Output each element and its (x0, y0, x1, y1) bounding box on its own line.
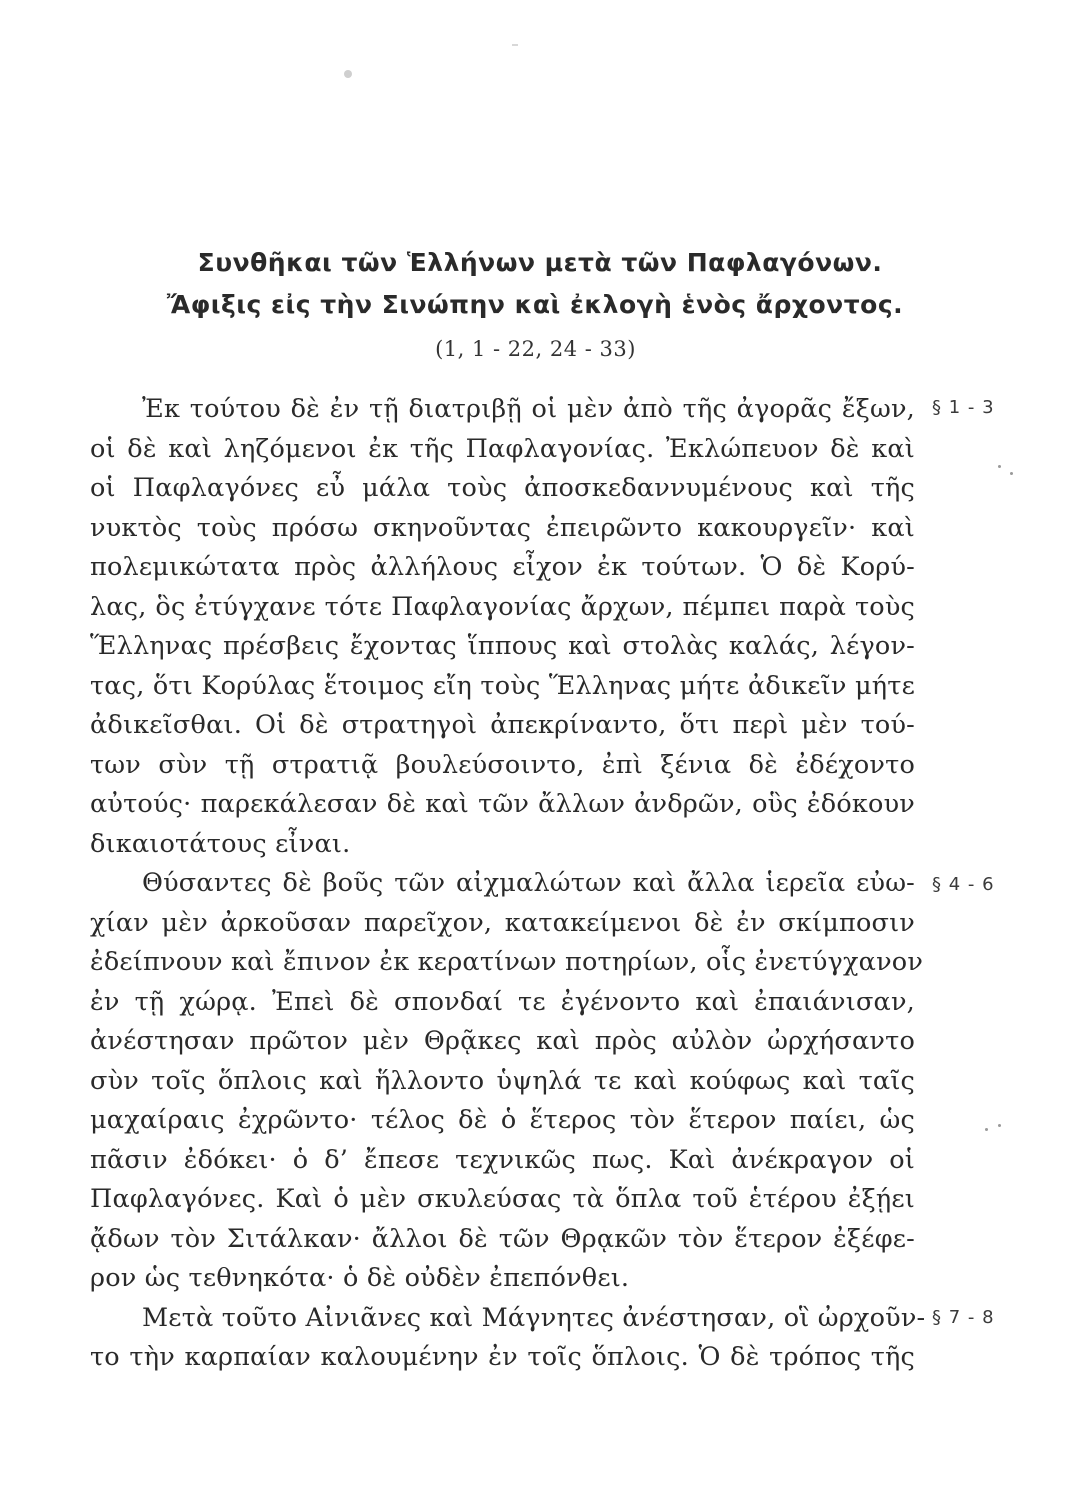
ink-speck (344, 70, 352, 78)
text-line: Παφλαγόνες. Καὶ ὁ μὲν σκυλεύσας τὰ ὅπλα τοῦ ἑτέρου ἐξῄει (90, 1184, 915, 1214)
text-line: πᾶσιν ἐδόκει· ὁ δ’ ἔπεσε τεχνικῶς πως. Καὶ ἀνέκραγον οἱ (90, 1144, 915, 1175)
text-line: ἀνέστησαν πρῶτον μὲν Θρᾷκες καὶ πρὸς αὐλὸν ὠρχήσαντο (90, 1026, 915, 1056)
text-line: ᾄδων τὸν Σιτάλκαν· ἄλλοι δὲ τῶν Θρᾳκῶν τὸν ἕτερον ἐξέφε- (90, 1223, 915, 1254)
chapter-title: Συνθῆκαι τῶν Ἑλλήνων μετὰ τῶν Παφλαγόνων. (197, 248, 883, 277)
text-line: Ἐκ τούτου δὲ ἐν τῇ διατριβῇ οἱ μὲν ἀπὸ τῆς ἀγορᾶς ἔξων, (142, 394, 915, 424)
margin-speck (985, 1128, 988, 1131)
text-line: λας, ὃς ἐτύγχανε τότε Παφλαγονίας ἄρχων, πέμπει παρὰ τοὺς (90, 591, 915, 622)
text-line: αὐτούς· παρεκάλεσαν δὲ καὶ τῶν ἄλλων ἀνδρῶν, οὓς ἐδόκουν (90, 789, 915, 819)
text-line: Θύσαντες δὲ βοῦς τῶν αἰχμαλώτων καὶ ἄλλα ἱερεῖα εὐω- (142, 868, 915, 898)
text-line: χίαν μὲν ἀρκοῦσαν παρεῖχον, κατακείμενοι δὲ ἐν σκίμποσιν (90, 907, 915, 938)
chapter-subtitle: Ἄφιξις εἰς τὴν Σινώπην καὶ ἐκλογὴ ἑνὸς ἄρχοντος. (166, 290, 904, 319)
margin-speck (998, 1124, 1001, 1127)
section-marker: § 1 - 3 (932, 397, 995, 418)
text-line: ἐδείπνουν καὶ ἔπινον ἐκ κερατίνων ποτηρίων, οἷς ἐνετύγχανον (90, 947, 924, 977)
text-line: οἱ δὲ καὶ ληζόμενοι ἐκ τῆς Παφλαγονίας. Ἐκλώπευον δὲ καὶ (90, 433, 915, 464)
margin-speck (998, 465, 1001, 468)
text-line: νυκτὸς τοὺς πρόσω σκηνοῦντας ἐπειρῶντο κακουργεῖν· καὶ (90, 512, 915, 543)
main-text (90, 390, 926, 1378)
text-line: πολεμικώτατα πρὸς ἀλλήλους εἶχον ἐκ τούτων. Ὁ δὲ Κορύ- (90, 552, 915, 582)
source-reference: (1, 1 - 22, 24 - 33) (435, 337, 636, 361)
text-line: τας, ὅτι Κορύλας ἕτοιμος εἴη τοὺς Ἕλληνας μήτε ἀδικεῖν μήτε (90, 670, 915, 701)
text-line: οἱ Παφλαγόνες εὖ μάλα τοὺς ἀποσκεδαννυμένους καὶ τῆς (90, 473, 915, 503)
section-marker: § 7 - 8 (932, 1307, 995, 1328)
text-line: το τὴν καρπαίαν καλουμένην ἐν τοῖς ὅπλοις. Ὁ δὲ τρόπος τῆς (90, 1342, 915, 1372)
text-line: ἀδικεῖσθαι. Οἱ δὲ στρατηγοὶ ἀπεκρίναντο, ὅτι περὶ μὲν τού- (90, 710, 915, 740)
text-line: των σὺν τῇ στρατιᾷ βουλεύσοιντο, ἐπὶ ξένια δὲ ἐδέχοντο (90, 749, 915, 780)
text-line: ρον ὡς τεθνηκότα· ὁ δὲ οὐδὲν ἐπεπόνθει. (90, 1263, 630, 1293)
text-line: ἐν τῇ χώρᾳ. Ἐπεὶ δὲ σπονδαί τε ἐγένοντο καὶ ἐπαιάνισαν, (90, 986, 915, 1017)
text-line: μαχαίραις ἐχρῶντο· τέλος δὲ ὁ ἕτερος τὸν ἕτερον παίει, ὡς (90, 1105, 915, 1135)
text-line: Μετὰ τοῦτο Αἰνιᾶνες καὶ Μάγνητες ἀνέστησαν, οἳ ὠρχοῦν- (142, 1302, 926, 1333)
text-line: δικαιοτάτους εἶναι. (90, 828, 351, 859)
margin-speck (1010, 472, 1013, 475)
page-mark (512, 44, 518, 46)
text-line: Ἕλληνας πρέσβεις ἔχοντας ἵππους καὶ στολὰς καλάς, λέγον- (90, 631, 915, 661)
text-line: σὺν τοῖς ὅπλοις καὶ ἥλλοντο ὑψηλά τε καὶ κούφως καὶ ταῖς (90, 1065, 915, 1096)
section-marker: § 4 - 6 (932, 874, 995, 895)
